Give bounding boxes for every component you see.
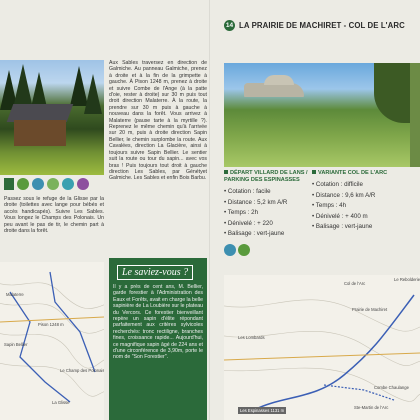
snowshoe-icon — [224, 244, 236, 256]
map-label-combe: Combe Chaulange — [374, 385, 409, 390]
spec-difficulty: • Cotation : facile — [224, 187, 316, 198]
spec-distance: • Distance : 5,2 km A/R — [224, 198, 316, 209]
did-you-know-text: Il y a près de cent ans, M. Bellier, garde forestier à l'Administration des Eaux et Forêts, avait en charge la belle sapinière de La Loubière sur le plateau du Vercors. Ce forestier bienveillant repère un sapin d'élite répondant parfaitement aux critères sylvicoles recherchés: tronc rectiligne, branches fines, croissance rapide... Aujourd'hui, ce magnifique sapin âgé de 224 ans et d'une circonférence de 3,90m, porte le nom de "Son Forestier". — [113, 284, 203, 361]
stage-title: LA PRAIRIE DE MACHIRET - COL DE L'ARC — [239, 20, 405, 30]
map-drawing — [224, 275, 420, 420]
map-label-machiret: Prairie de Machiret — [352, 307, 388, 312]
route-main-specs — [224, 187, 316, 240]
map-label-glisse: La Glisse — [52, 400, 70, 405]
right-page — [210, 0, 420, 420]
route-info-variant — [312, 170, 404, 233]
trail-map-right — [224, 275, 420, 420]
spec-elevation: • Dénivelé : + 400 m — [312, 212, 404, 223]
map-label-polonais: Le Champ des Polonais — [60, 368, 104, 373]
bullet-square-icon — [312, 170, 316, 174]
route-description-part1: Passez sous le refuge de la Glisse par la droite (toilettes avec lange pour bébés et accès handicapés). Suivre Les Sables. Vous longez le Champs des Polonais. Un peu avant le pas de tir, le chemin part à droite dans la forêt. — [4, 196, 104, 235]
did-you-know-title: Le saviez-vous ? — [117, 265, 193, 280]
spec-elevation: • Dénivelé : + 220 — [224, 219, 316, 230]
snowshoe-icon — [32, 178, 44, 190]
side-photo-strip — [410, 63, 420, 167]
child-icon — [47, 178, 59, 190]
refuge-photo — [0, 60, 104, 175]
map-label-ste-martin: Ste-Martin de l'Arc — [354, 405, 389, 410]
route-variant-specs — [312, 180, 404, 233]
accessible-icon — [77, 178, 89, 190]
spec-marking: • Balisage : vert-jaune — [224, 229, 316, 240]
spec-marking: • Balisage : vert-jaune — [312, 222, 404, 233]
spec-time: • Temps : 4h — [312, 201, 404, 212]
stage-header — [224, 18, 420, 32]
route-variant-title: VARIANTE COL DE L'ARC — [318, 170, 388, 176]
map-label-malaterre: Malaterre — [6, 292, 24, 297]
family-icon — [238, 244, 250, 256]
map-label-pison: Pison 1248 m — [38, 322, 64, 327]
stage-number-badge: 14 — [225, 21, 234, 29]
map-label-rebolderie: Le Rebolderie — [394, 277, 420, 282]
family-icon — [17, 178, 29, 190]
hiker-icon — [4, 178, 14, 190]
map-label-col-de-larc: Col de l'Arc — [344, 281, 366, 286]
route-main-icons — [224, 244, 316, 256]
map-drawing — [0, 262, 104, 420]
spec-distance: • Distance : 9,6 km A/R — [312, 191, 404, 202]
trail-map-left — [0, 262, 104, 420]
spec-difficulty: • Cotation : difficile — [312, 180, 404, 191]
bullet-square-icon — [224, 170, 228, 174]
meadow-photo — [224, 63, 410, 167]
map-label-espinasses: Les Espinasses 1131 m — [240, 408, 285, 413]
map-label-lombards: Les Lombards — [238, 335, 265, 340]
spec-time: • Temps : 2h — [224, 208, 316, 219]
route-description-part2: Aux Sables traversez en direction de Galmiche. Au panneau Galmiche, prenez à droite et à la fin de la grimpette à gauche. À Pison 1248 m, prenez à droite et suivre Combe de l'Ange (à la patte d'oie, rester à droite) sur 30 m puis tout droit direction Malaterre. À la route, la prendre sur 30 m puis à gauche à nouveau dans la forêt. Vous arrivez à Malaterre (pause tarte à la myrtille ?). Reprenez le même chemin qu'à l'arrivée sur 20 m, puis à droite direction Sapin Bellier, le chemin surplombe la route. Aux Cavalées, direction La Glacière, ainsi à toujours suivre Sapin Bellier. Le sentier suit la route ou tour du sapin... avec vos bras ! Puis toujours tout droit à gauche direction Les Sables, par Génétyet Galmiche. Les Sables et enfin Bois Barbu. — [109, 60, 207, 182]
map-label-sapin-bellier: Sapin Bellier — [4, 342, 28, 347]
route-info-main — [224, 170, 316, 256]
ski-icon — [62, 178, 74, 190]
did-you-know-box — [109, 258, 207, 420]
activity-icons — [4, 177, 104, 191]
route-main-title: DÉPART VILLARD DE LANS / PARKING DES ESPINASSES — [224, 170, 308, 183]
